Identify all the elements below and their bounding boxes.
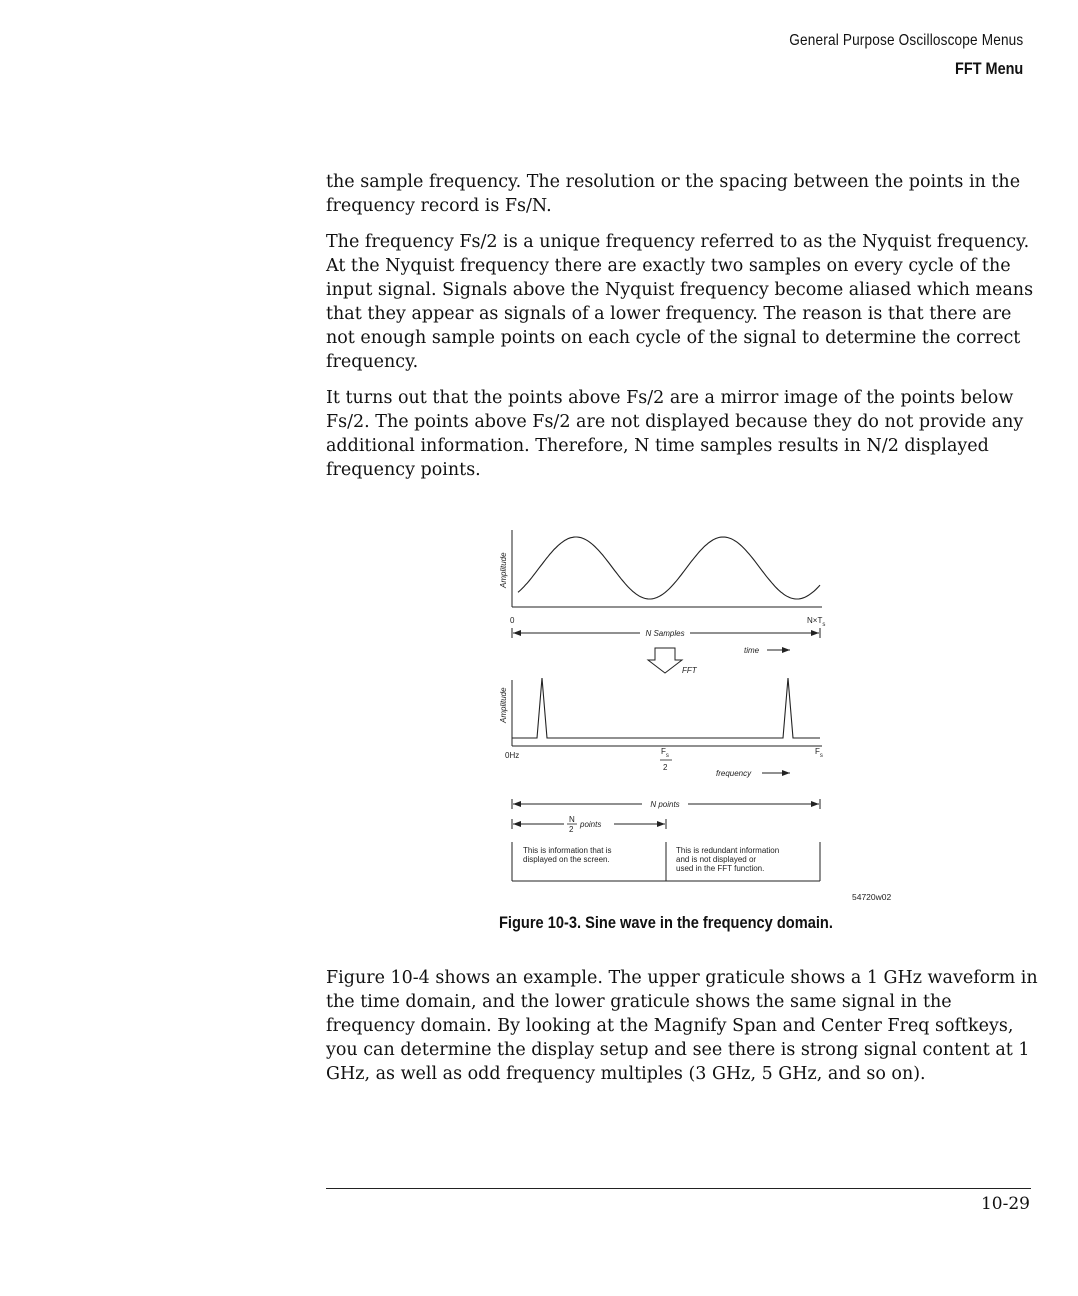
fs-sub: s: [819, 753, 823, 759]
page-number: 10-29: [980, 1194, 1030, 1214]
spectrum-trace: [512, 678, 820, 738]
half-n-points-label: points: [580, 820, 602, 829]
n-points-label: N points: [650, 800, 680, 809]
paragraph-2: The frequency Fs/2 is a unique frequency referred to as the Nyquist frequency. At the Nyquist frequency there are exactly two samples on every cycle of the input signal. Signals above the Nyquist frequency become aliased which means that they appear as signals of a lower frequency. The reason is that there are not enough sample points on each cycle of the signal to determine the correct frequency.: [326, 232, 1034, 372]
paragraph-3: It turns out that the points above Fs/2 are a mirror image of the points below Fs/2. The points above Fs/2 are not displayed because they do not provide any additional information. Therefore, N time samples results in N/2 displayed frequency points.: [326, 388, 1024, 480]
right-box-line-2: and is not displayed or: [676, 855, 757, 864]
half-n-numerator: N: [569, 815, 575, 824]
half-fs-numerator: [661, 747, 669, 759]
origin-time-label: 0: [510, 616, 515, 625]
origin-freq-label: 0Hz: [505, 751, 520, 760]
half-fs-num-sub: s: [665, 753, 669, 759]
body-text-top: [326, 170, 1038, 494]
body-text-bottom: [326, 966, 1038, 1098]
fs-text: F: [815, 747, 820, 756]
amplitude-label-bottom: Amplitude: [499, 687, 508, 723]
right-box-line-1: This is redundant information: [676, 846, 780, 855]
end-time-text: N×T: [807, 616, 823, 625]
end-time-label: [807, 616, 825, 628]
amplitude-label-top: Amplitude: [499, 552, 508, 588]
time-label: time: [744, 646, 760, 655]
sine-wave: [518, 537, 820, 599]
end-time-sub: s: [822, 622, 826, 628]
figure-id: 54720w02: [852, 892, 892, 902]
footer-rule: [326, 1188, 1031, 1189]
fs-label: [815, 747, 823, 759]
running-header-title: General Purpose Oscilloscope Menus: [788, 32, 1023, 49]
half-fs-num-text: F: [661, 747, 666, 756]
left-box-line-1: This is information that is: [523, 846, 612, 855]
fft-label: FFT: [682, 666, 697, 675]
paragraph-4: Figure 10-4 shows an example. The upper graticule shows a 1 GHz waveform in the time domain, and the lower graticule shows the same signal in the frequency domain. By looking at the Magnify Span and Center Freq softkeys, you can determine the display setup and see there is strong signal content at 1 GHz, as well as odd frequency multiples (3 GHz, 5 GHz, and so on).: [326, 968, 1038, 1084]
fft-diagram: [490, 520, 910, 912]
fft-down-arrow: [648, 648, 682, 673]
figure-caption: Figure 10-3. Sine wave in the frequency domain.: [499, 913, 833, 932]
paragraph-1: the sample frequency. The resolution or the spacing between the points in the frequency record is Fs/N.: [326, 172, 1021, 216]
half-n-denominator: 2: [569, 825, 574, 834]
n-samples-label: N Samples: [645, 629, 685, 638]
left-box-line-2: displayed on the screen.: [523, 855, 610, 864]
running-header-section: FFT Menu: [954, 59, 1023, 78]
half-fs-denominator: 2: [663, 763, 668, 772]
right-box-line-3: used in the FFT function.: [676, 864, 765, 873]
frequency-label: frequency: [716, 769, 752, 778]
